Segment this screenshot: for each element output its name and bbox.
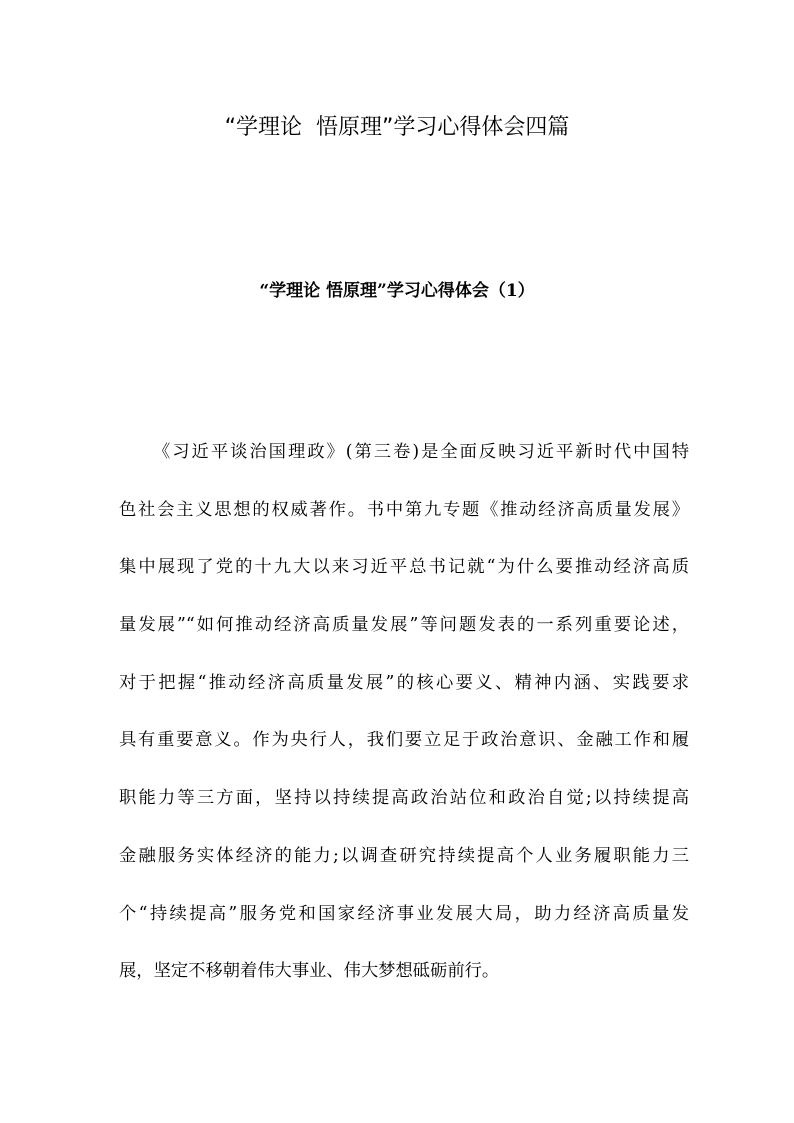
section-title: “学理论 悟原理”学习心得体会（1）: [259, 281, 535, 301]
paragraph-line: 具有重要意义。作为央行人，我们要立足于政治意识、金融工作和履: [119, 730, 689, 751]
paragraph-line: 色社会主义思想的权威著作。书中第九专题《推动经济高质量发展》: [119, 499, 689, 520]
paragraph-line: 集中展现了党的十九大以来习近平总书记就“为什么要推动经济高质: [119, 557, 689, 578]
paragraph-line: 《习近平谈治国理政》(第三卷)是全面反映习近平新时代中国特: [153, 442, 689, 462]
paragraph-line: 职能力等三方面，坚持以持续提高政治站位和政治自觉;以持续提高: [119, 788, 689, 809]
paragraph-line: 对于把握“推动经济高质量发展”的核心要义、精神内涵、实践要求: [119, 672, 689, 693]
paragraph-line: 个“持续提高”服务党和国家经济事业发展大局，助力经济高质量发: [119, 903, 689, 924]
document-title: “学理论 悟原理”学习心得体会四篇: [224, 115, 570, 140]
paragraph-line: 金融服务实体经济的能力;以调查研究持续提高个人业务履职能力三: [119, 845, 689, 866]
body-paragraph: [119, 436, 689, 1013]
paragraph-line: 量发展”“如何推动经济高质量发展”等问题发表的一系列重要论述，: [119, 615, 689, 636]
paragraph-line: 展，坚定不移朝着伟大事业、伟大梦想砥砺前行。: [119, 961, 500, 982]
